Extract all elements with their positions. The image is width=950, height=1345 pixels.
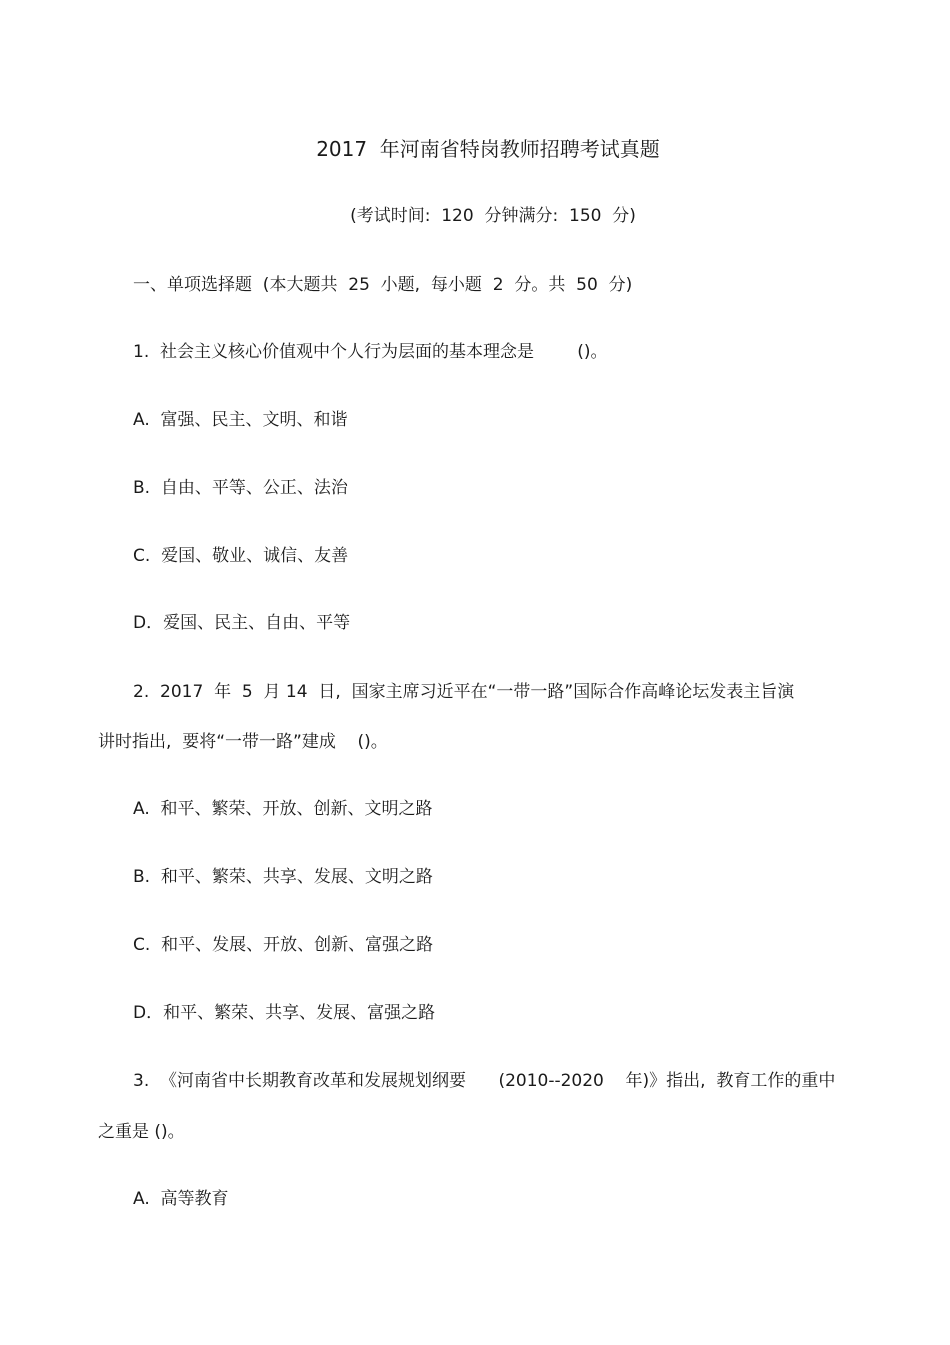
question-1-stem: 1. 社会主义核心价值观中个人行为层面的基本理念是 ()。 bbox=[133, 342, 608, 362]
question-1-option-c: C. 爱国、敬业、诚信、友善 bbox=[133, 546, 349, 566]
question-3-option-a: A. 高等教育 bbox=[133, 1189, 229, 1209]
question-3-stem-line-1: 3. 《河南省中长期教育改革和发展规划纲要 (2010--2020 年)》指出, 教育工作的重中 bbox=[133, 1071, 836, 1091]
exam-info: (考试时间: 120 分钟满分: 150 分) bbox=[350, 206, 636, 226]
question-1-option-d: D．爱国、民主、自由、平等 bbox=[133, 613, 351, 633]
question-2-option-a: A. 和平、繁荣、开放、创新、文明之路 bbox=[133, 799, 433, 819]
question-1-option-a: A. 富强、民主、文明、和谐 bbox=[133, 410, 348, 430]
question-3-stem-line-2: 之重是 ()。 bbox=[98, 1122, 185, 1142]
question-2-option-b: B. 和平、繁荣、共享、发展、文明之路 bbox=[133, 867, 433, 887]
question-1-option-b: B. 自由、平等、公正、法治 bbox=[133, 478, 348, 498]
question-2-option-d: D．和平、繁荣、共享、发展、富强之路 bbox=[133, 1003, 436, 1023]
question-2-option-c: C. 和平、发展、开放、创新、富强之路 bbox=[133, 935, 434, 955]
question-2-stem-line-1: 2. 2017 年 5 月 14 日, 国家主席习近平在“一带一路”国际合作高峰论坛发表主旨演 bbox=[133, 682, 795, 702]
question-2-stem-line-2: 讲时指出, 要将“一带一路”建成 ()。 bbox=[98, 732, 388, 752]
section-heading: 一、单项选择题 (本大题共 25 小题, 每小题 2 分。共 50 分) bbox=[133, 275, 633, 295]
page-title: 2017 年河南省特岗教师招聘考试真题 bbox=[316, 137, 660, 161]
